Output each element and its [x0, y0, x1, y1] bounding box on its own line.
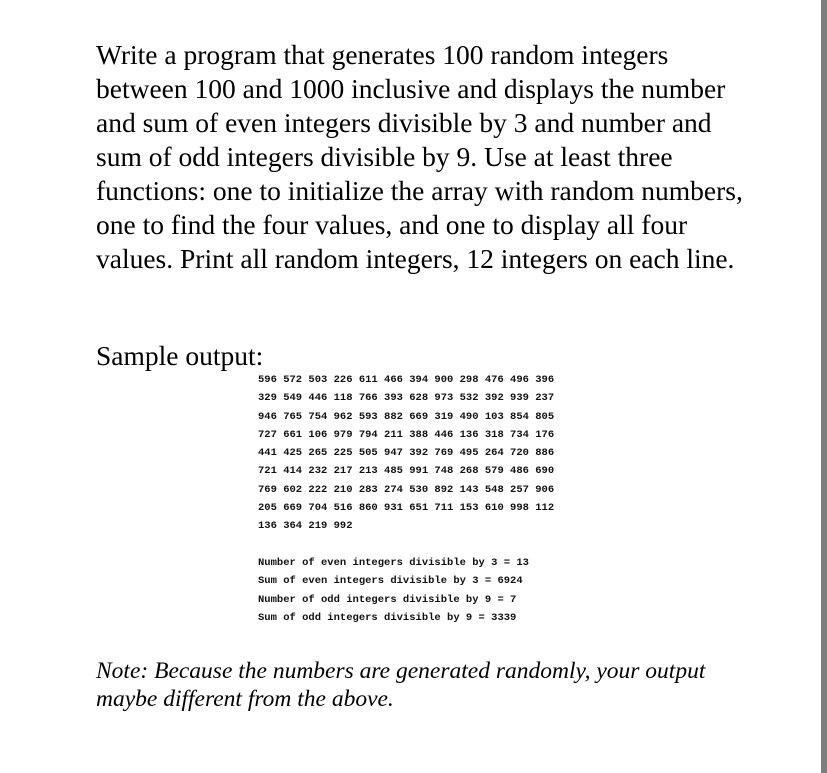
output-line: 946 765 754 962 593 882 669 319 490 103 854 805	[258, 410, 555, 423]
note-text: Note: Because the numbers are generated randomly, your output maybe different from the above.	[96, 658, 706, 712]
output-line: 596 572 503 226 611 466 394 900 298 476 496 396	[258, 374, 555, 386]
sample-output-block	[258, 371, 554, 627]
problem-statement: Write a program that generates 100 random integers between 100 and 1000 inclusive and displays the number and sum of even integers divisible by 3 and number and sum of odd integers divisible by 9. Use at least three functions: one to initialize the array with random numbers, one to find the four values, and one to display all four values. Print all random integers, 12 integers on each line.	[96, 39, 743, 274]
output-line: 136 364 219 992	[258, 520, 353, 533]
output-line: 205 669 704 516 860 931 651 711 153 610 998 112	[258, 502, 555, 515]
summary-line-odd-sum: Sum of odd integers divisible by 9 = 3339	[258, 611, 517, 624]
output-blank-line	[258, 536, 554, 554]
output-line: 727 661 106 979 794 211 388 446 136 318 734 176	[258, 428, 555, 441]
output-line: 329 549 446 118 766 393 628 973 532 392 939 237	[258, 392, 555, 405]
output-line: 441 425 265 225 505 947 392 769 495 264 720 886	[258, 447, 555, 460]
summary-line-even-count: Number of even integers divisible by 3 = 13	[258, 556, 529, 569]
output-line: 721 414 232 217 213 485 991 748 268 579 486 690	[258, 465, 555, 478]
output-line: 769 602 222 210 283 274 530 892 143 548 257 906	[258, 483, 555, 496]
sample-output-label: Sample output:	[96, 340, 264, 371]
summary-line-even-sum: Sum of even integers divisible by 3 = 6924	[258, 575, 523, 588]
window-edge-divider	[821, 0, 827, 773]
summary-line-odd-count: Number of odd integers divisible by 9 = 7	[258, 593, 517, 606]
